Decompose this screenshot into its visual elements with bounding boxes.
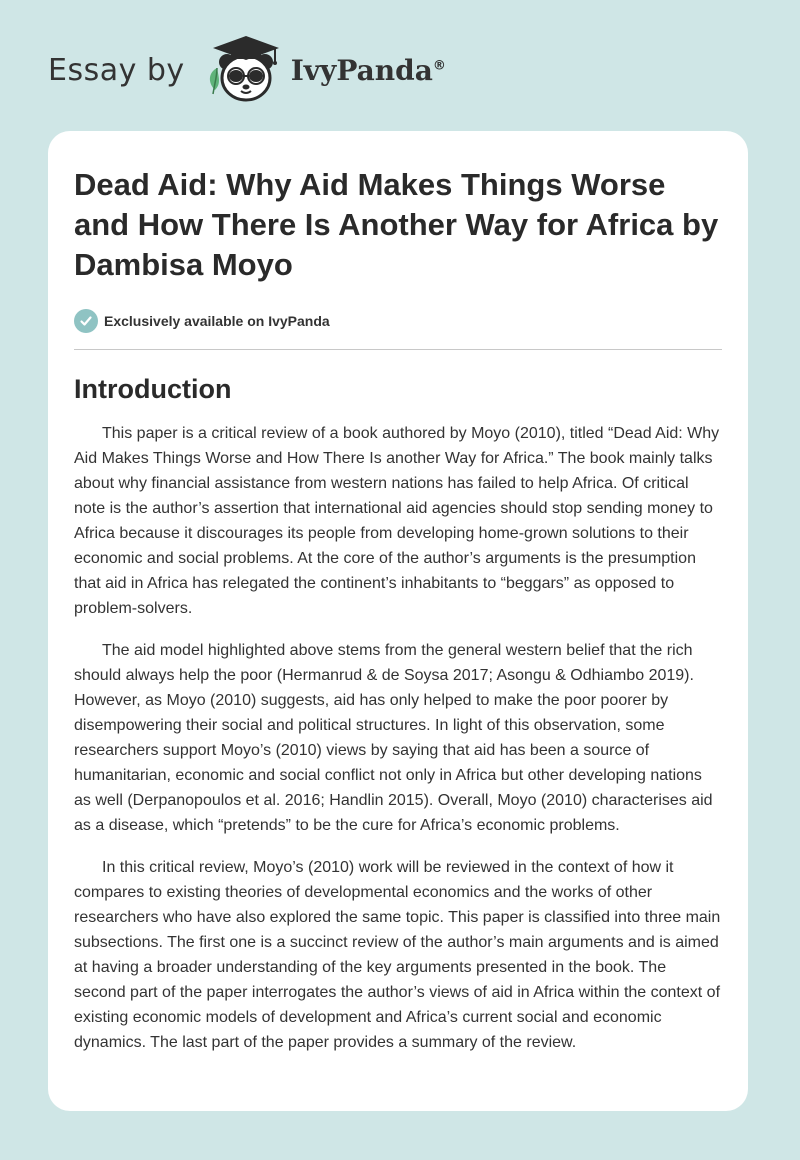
check-icon xyxy=(74,309,98,333)
essay-by-label: Essay by xyxy=(48,52,185,88)
panda-graduation-cap-icon xyxy=(201,32,287,108)
paragraph: The aid model highlighted above stems from the general western belief that the rich should always help the poor (Hermanrud & de Soysa 2017; Asongu & Odhiambo 2019). However, as Moyo (2010) suggests, aid has only helped to make the poor poorer by disempowering their social and political structures. In light of this observation, some researchers support Moyo’s (2010) views by saying that aid has been a source of humanitarian, economic and social conflict not only in Africa but other developing nations as well (Derpanopoulos et al. 2016; Handlin 2015). Overall, Moyo (2010) characterises aid as a disease, which “pretends” to be the cure for Africa’s economic problems. xyxy=(74,642,713,834)
paragraph: In this critical review, Moyo’s (2010) work will be reviewed in the context of how it compares to existing theories of developmental economics and the works of other researchers who have also explored the same topic. This paper is classified into three main subsections. The first one is a succinct review of the author’s main arguments and is aimed at having a broader understanding of the key arguments presented in the book. The second part of the paper interrogates the author’s views of aid in Africa within the context of existing economic models of development and Africa’s current social and economic dynamics. The last part of the paper provides a summary of the review. xyxy=(74,859,721,1051)
section-heading: Introduction xyxy=(74,374,232,404)
site-header-logo[interactable] xyxy=(48,32,446,108)
exclusive-badge xyxy=(74,309,722,333)
exclusive-badge-label: Exclusively available on IvyPanda xyxy=(104,313,330,329)
title-divider xyxy=(74,349,722,350)
essay-card xyxy=(48,131,748,1111)
paragraph: This paper is a critical review of a book authored by Moyo (2010), titled “Dead Aid: Why Aid Makes Things Worse and How There Is another Way for Africa.” The book mainly talks about why financial assistance from western nations has failed to help Africa. Of critical note is the author’s assertion that international aid agencies should stop sending money to Africa because it discourages its people from developing home-grown solutions to their economic and social problems. At the core of the author’s arguments is the presumption that aid in Africa has relegated the continent’s inhabitants to “beggars” as opposed to problem-solvers. xyxy=(74,425,720,617)
essay-title: Dead Aid: Why Aid Makes Things Worse and How There Is Another Way for Africa by Dambisa Moyo xyxy=(74,167,719,282)
brand-name: IvyPanda® xyxy=(290,53,446,87)
